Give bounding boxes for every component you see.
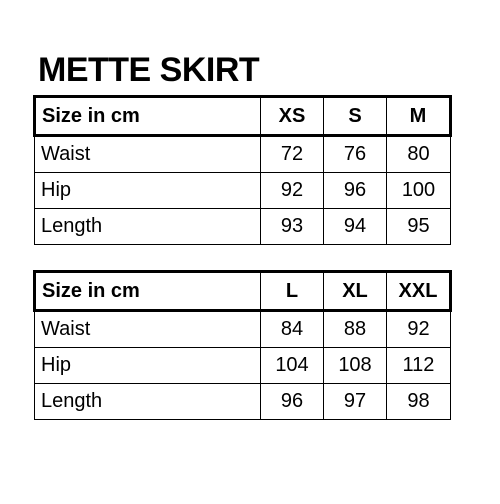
header-cell-size: XS [261, 97, 324, 136]
cell-value: 96 [324, 173, 387, 209]
cell-value: 112 [387, 348, 451, 384]
row-label: Waist [35, 311, 261, 348]
table-header-row [35, 272, 451, 311]
table-header-row [35, 97, 451, 136]
table-row [35, 209, 451, 245]
cell-value: 84 [261, 311, 324, 348]
table-row [35, 173, 451, 209]
cell-value: 92 [387, 311, 451, 348]
cell-value: 100 [387, 173, 451, 209]
header-cell-size: L [261, 272, 324, 311]
cell-value: 93 [261, 209, 324, 245]
header-cell-size: XL [324, 272, 387, 311]
header-cell-label: Size in cm [35, 272, 261, 311]
cell-value: 72 [261, 136, 324, 173]
row-label: Length [35, 384, 261, 420]
size-table-1 [33, 95, 452, 245]
table-row [35, 311, 451, 348]
cell-value: 80 [387, 136, 451, 173]
cell-value: 108 [324, 348, 387, 384]
header-cell-size: S [324, 97, 387, 136]
size-table-2 [33, 270, 452, 420]
table-row [35, 384, 451, 420]
cell-value: 104 [261, 348, 324, 384]
table-row [35, 136, 451, 173]
cell-value: 76 [324, 136, 387, 173]
header-cell-label: Size in cm [35, 97, 261, 136]
row-label: Hip [35, 348, 261, 384]
header-cell-size: M [387, 97, 451, 136]
cell-value: 88 [324, 311, 387, 348]
table-row [35, 348, 451, 384]
row-label: Waist [35, 136, 261, 173]
cell-value: 98 [387, 384, 451, 420]
cell-value: 95 [387, 209, 451, 245]
row-label: Hip [35, 173, 261, 209]
cell-value: 96 [261, 384, 324, 420]
cell-value: 97 [324, 384, 387, 420]
cell-value: 92 [261, 173, 324, 209]
row-label: Length [35, 209, 261, 245]
page-title: METTE SKIRT [38, 51, 260, 89]
cell-value: 94 [324, 209, 387, 245]
header-cell-size: XXL [387, 272, 451, 311]
